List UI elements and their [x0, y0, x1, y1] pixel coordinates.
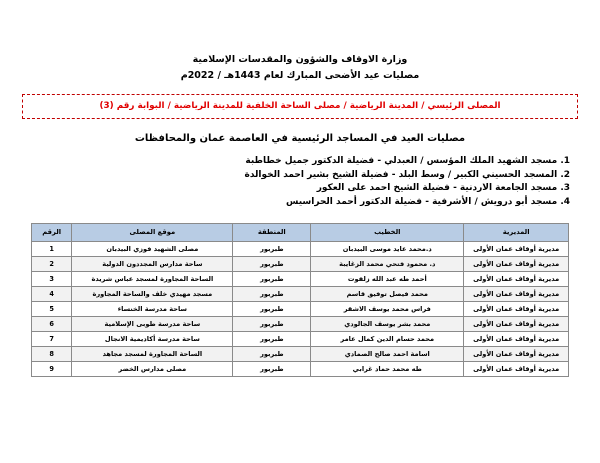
cell-number: 3 — [32, 272, 72, 287]
cell-preacher: د.محمد عايد موسى البيدبان — [311, 242, 464, 257]
cell-preacher: أحمد طه عبد الله زلفوت — [311, 272, 464, 287]
cell-preacher: محمد فيصل توفيق قاسم — [311, 287, 464, 302]
table-row — [32, 302, 569, 317]
cell-number: 4 — [32, 287, 72, 302]
cell-number: 9 — [32, 362, 72, 377]
list-item — [22, 155, 570, 169]
cell-directorate: مديرية أوقاف عمان الأولى — [464, 287, 569, 302]
prayer-locations-table — [31, 223, 569, 377]
cell-number: 8 — [32, 347, 72, 362]
table-header-row — [32, 224, 569, 242]
cell-location: ساحة مدارس المجددون الدولية — [72, 257, 233, 272]
cell-location: مسجد مهيدي خلف والساحة المجاورة — [72, 287, 233, 302]
cell-preacher: محمد حسام الدين كمال عامر — [311, 332, 464, 347]
cell-location: الساحة المجاورة لمسجد مجاهد — [72, 347, 233, 362]
table-row — [32, 332, 569, 347]
table-row — [32, 272, 569, 287]
table-row — [32, 257, 569, 272]
column-header-number: الرقم — [32, 224, 72, 242]
cell-location: مصلى الشهيد فوزي البيدبان — [72, 242, 233, 257]
cell-preacher: د. محمود فتحي محمد الزغايبة — [311, 257, 464, 272]
main-prayer-location-text: المصلى الرئيسي / المدينة الرياضية / مصلى الساحة الخلفية للمدينة الرياضية / البوابة رقم (3) — [99, 101, 501, 111]
column-header-area: المنطقة — [233, 224, 311, 242]
ministry-name: وزارة الاوقاف والشؤون والمقدسات الإسلامية — [192, 54, 408, 65]
cell-preacher: فراس محمد يوسف الاشقر — [311, 302, 464, 317]
cell-area: طبربور — [233, 242, 311, 257]
cell-preacher: محمد بشر يوسف الجالودي — [311, 317, 464, 332]
cell-area: طبربور — [233, 272, 311, 287]
cell-area: طبربور — [233, 347, 311, 362]
cell-area: طبربور — [233, 317, 311, 332]
cell-directorate: مديرية أوقاف عمان الأولى — [464, 302, 569, 317]
list-item — [22, 196, 570, 210]
column-header-preacher: الخطيب — [311, 224, 464, 242]
list-item — [22, 182, 570, 196]
main-prayer-location-banner — [22, 94, 578, 119]
table-body — [32, 242, 569, 377]
cell-number: 7 — [32, 332, 72, 347]
cell-number: 5 — [32, 302, 72, 317]
column-header-location: موقع المصلى — [72, 224, 233, 242]
cell-directorate: مديرية أوقاف عمان الأولى — [464, 362, 569, 377]
list-item — [22, 169, 570, 183]
table-row — [32, 242, 569, 257]
cell-location: مصلى مدارس الخضر — [72, 362, 233, 377]
cell-location: ساحة مدرسة طوبى الإسلامية — [72, 317, 233, 332]
cell-preacher: اسامة احمد صالح الصمادي — [311, 347, 464, 362]
cell-number: 6 — [32, 317, 72, 332]
cell-location: ساحة مدرسة أكاديمية الانجال — [72, 332, 233, 347]
table-row — [32, 287, 569, 302]
cell-directorate: مديرية أوقاف عمان الأولى — [464, 272, 569, 287]
cell-location: ساحة مدرسة الخنساء — [72, 302, 233, 317]
list-item-index: 4. — [560, 196, 570, 207]
cell-directorate: مديرية أوقاف عمان الأولى — [464, 347, 569, 362]
list-item-index: 2. — [560, 169, 570, 180]
cell-directorate: مديرية أوقاف عمان الأولى — [464, 242, 569, 257]
cell-location: الساحة المجاورة لمسجد عباس شريدة — [72, 272, 233, 287]
table-header — [32, 224, 569, 242]
main-mosques-list — [22, 155, 578, 209]
cell-area: طبربور — [233, 362, 311, 377]
cell-area: طبربور — [233, 302, 311, 317]
list-item-label: مسجد الجامعة الاردنية - فضيلة الشيخ احمد على العكور — [316, 183, 558, 193]
page-title: مصليات العيد في المساجد الرئيسية في العاصمة عمان والمحافظات — [134, 133, 466, 144]
prayer-locations-table-container — [22, 223, 578, 377]
cell-area: طبربور — [233, 332, 311, 347]
ministry-header — [22, 0, 578, 84]
cell-number: 1 — [32, 242, 72, 257]
list-item-label: مسجد أبو درويش / الأشرفية - فضيلة الدكتور أحمد الحراسيس — [286, 196, 558, 207]
document-subtitle: مصليات عيد الأضحى المبارك لعام 1443هـ / 2022م — [180, 70, 420, 81]
table-row — [32, 317, 569, 332]
list-item-index: 1. — [560, 156, 570, 166]
cell-area: طبربور — [233, 287, 311, 302]
list-item-label: مسجد الشهيد الملك المؤسس / العبدلي - فضيلة الدكتور جميل خطاطبة — [245, 156, 558, 166]
list-item-index: 3. — [560, 183, 570, 193]
cell-directorate: مديرية أوقاف عمان الأولى — [464, 332, 569, 347]
cell-directorate: مديرية أوقاف عمان الأولى — [464, 317, 569, 332]
cell-directorate: مديرية أوقاف عمان الأولى — [464, 257, 569, 272]
list-item-label: المسجد الحسيني الكبير / وسط البلد - فضيلة الشيخ بشير احمد الخوالدة — [244, 169, 558, 180]
table-row — [32, 362, 569, 377]
cell-preacher: طه محمد حماد غرابي — [311, 362, 464, 377]
table-row — [32, 347, 569, 362]
cell-number: 2 — [32, 257, 72, 272]
column-header-directorate: المديرية — [464, 224, 569, 242]
cell-area: طبربور — [233, 257, 311, 272]
